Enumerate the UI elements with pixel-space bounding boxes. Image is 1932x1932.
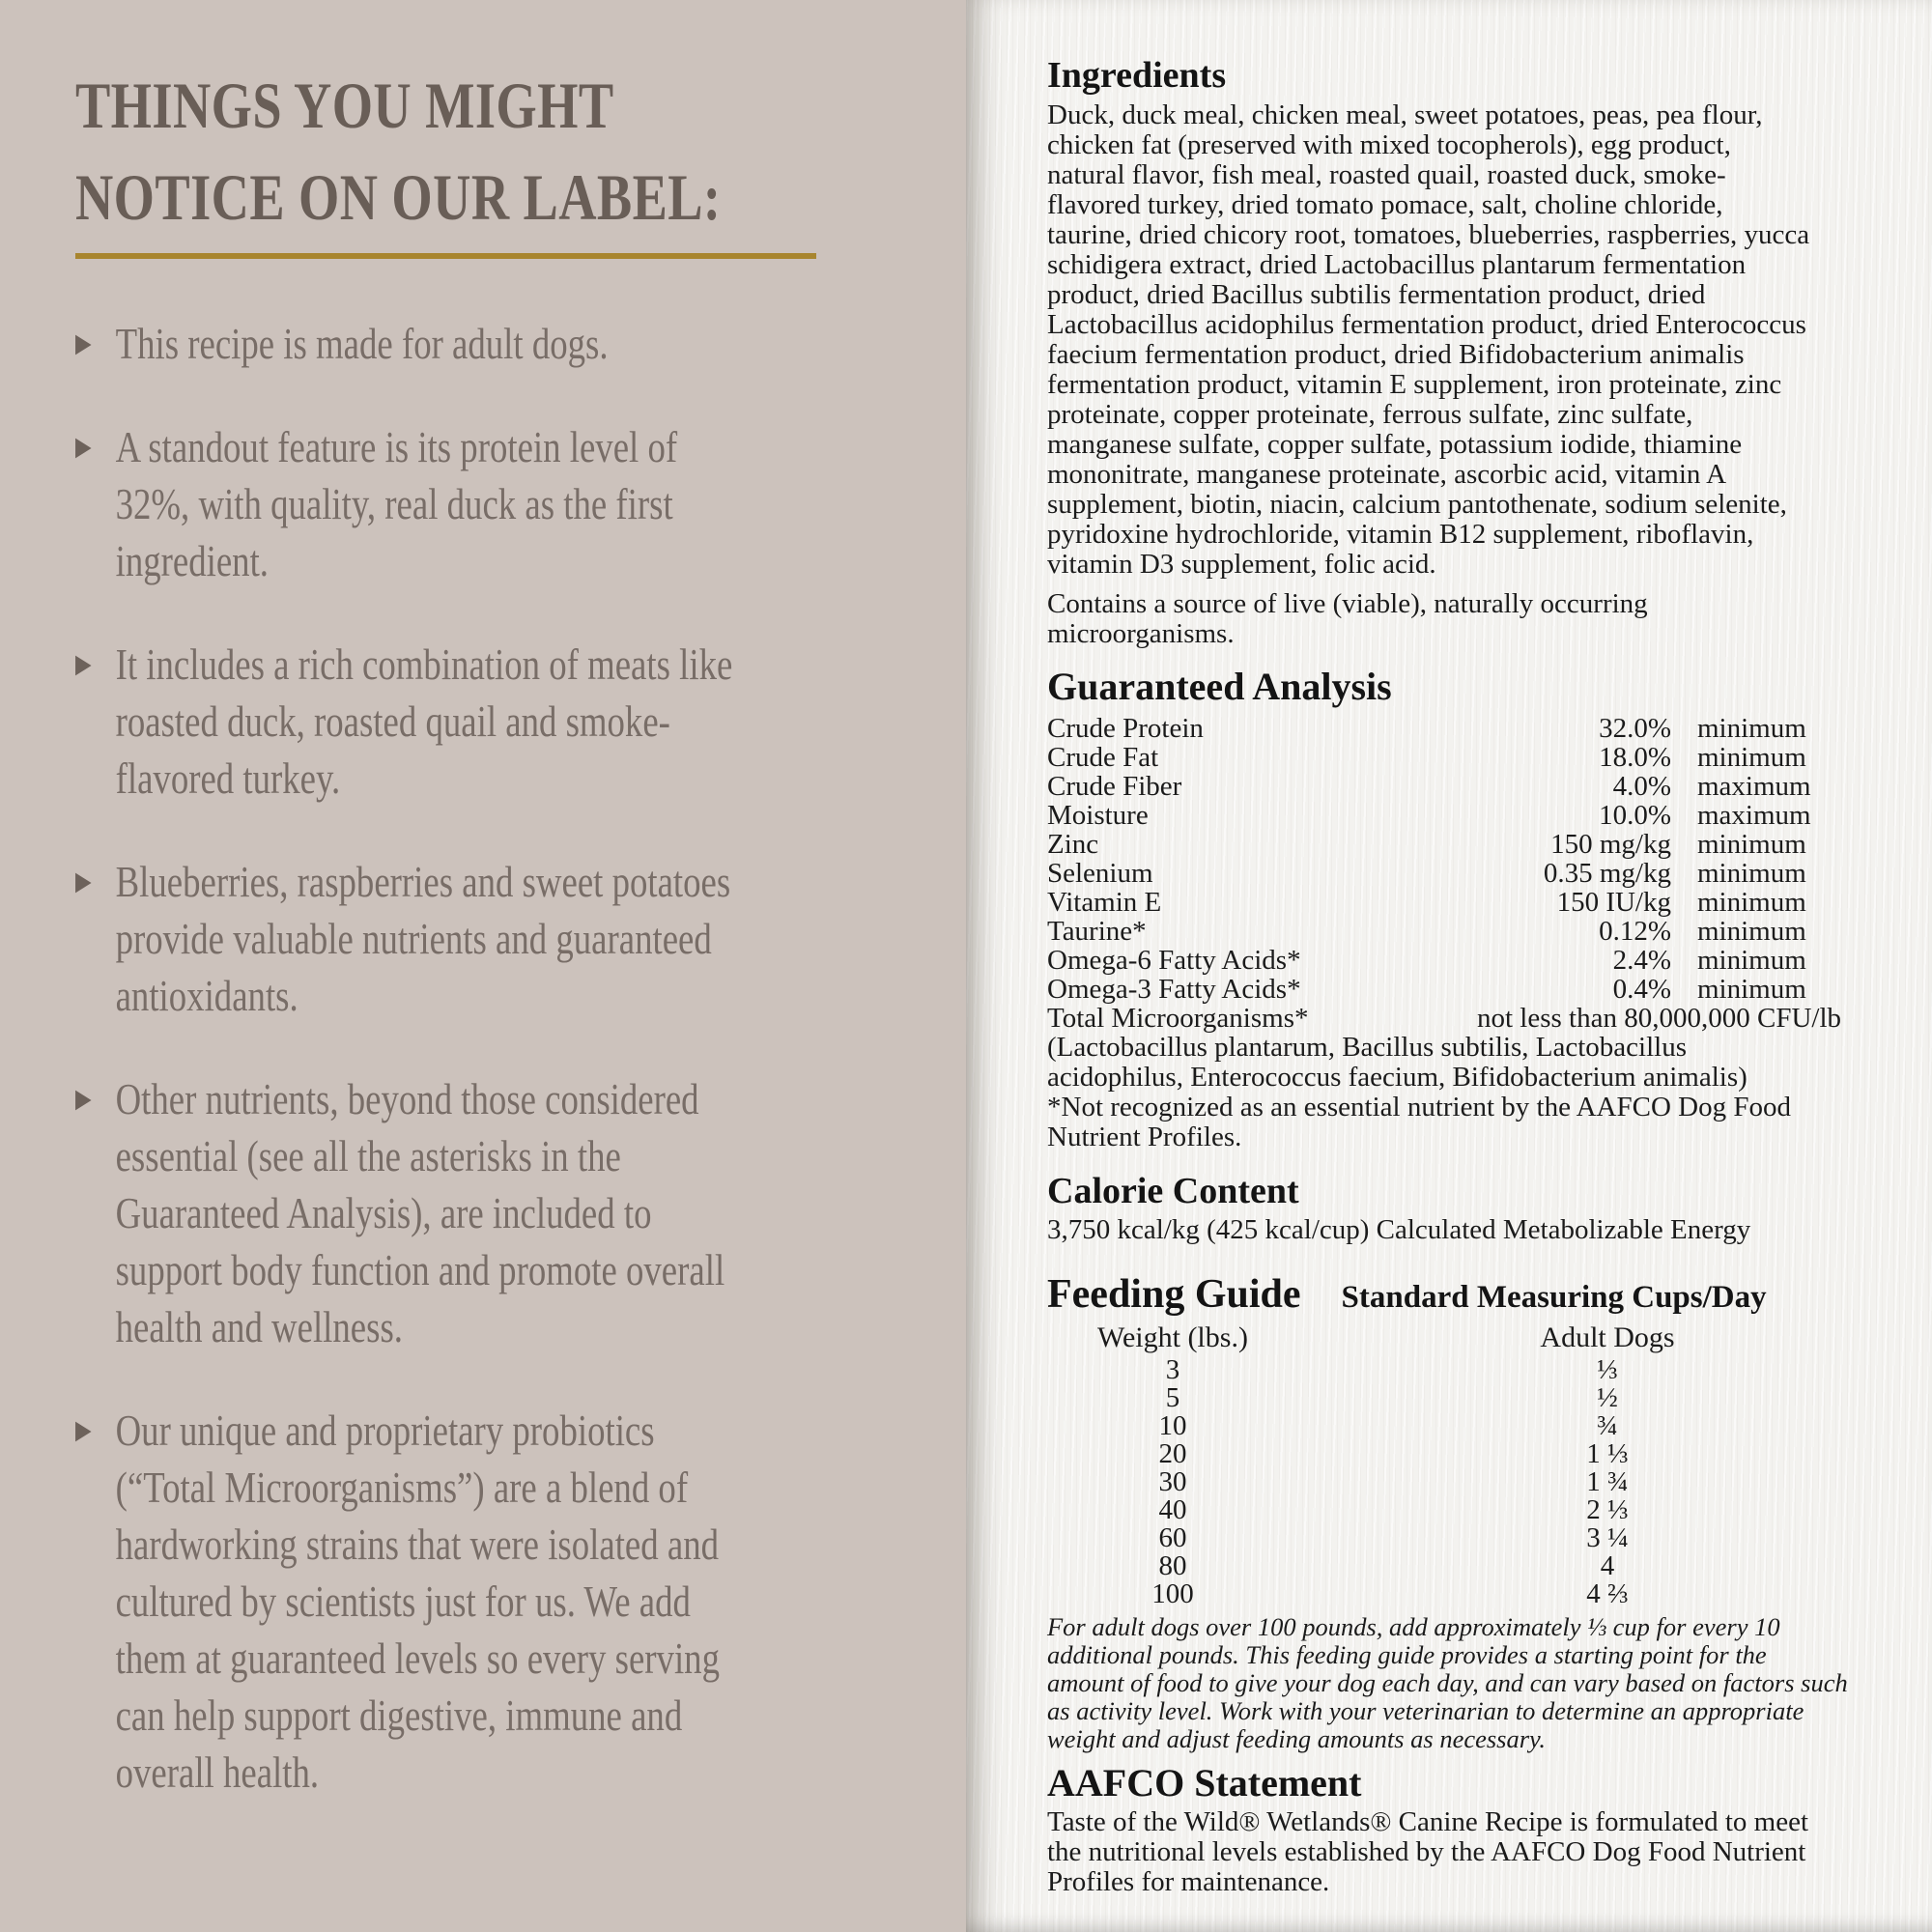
ga-row bbox=[1047, 859, 1820, 888]
bullet-item bbox=[75, 636, 771, 807]
bullet-item bbox=[75, 418, 771, 589]
feeding-cups-value: 2 ⅓ bbox=[1586, 1494, 1629, 1525]
bullet-text: Other nutrients, beyond those considered essential (see all the asterisks in the Guaranteed Analysis), are included to support body function and promote overall health and wellness. bbox=[115, 1074, 725, 1351]
ga-nutrient-qualifier: minimum bbox=[1697, 945, 1806, 976]
ga-row bbox=[1047, 714, 1820, 743]
feeding-cups-value: 3 ¼ bbox=[1586, 1522, 1629, 1553]
ga-nutrient-label: Omega-3 Fatty Acids* bbox=[1047, 974, 1301, 1005]
guaranteed-analysis-heading: Guaranteed Analysis bbox=[1047, 665, 1392, 708]
ga-total-row bbox=[1047, 1004, 1849, 1033]
bullet-text: A standout feature is its protein level of 32%, with quality, real duck as the first ingredient. bbox=[115, 422, 678, 585]
marketing-panel-content bbox=[0, 0, 966, 1801]
triangle-bullet-icon: ▶ bbox=[75, 328, 92, 358]
ga-nutrient-value: 150 mg/kg bbox=[1550, 829, 1671, 860]
ingredients-body: Duck, duck meal, chicken meal, sweet potatoes, peas, pea flour, chicken fat (preserved with mixed tocopherols), egg product, natural flavor, fish meal, roasted quail, roasted duck, smoke-flavored turkey, dried tomato pomace, salt, choline chloride, taurine, dried chicory root, tomatoes, blueberries, raspberries, yucca schidigera extract, dried Lactobacillus plantarum fermentation product, dried Bacillus subtilis fermentation product, dried Lactobacillus acidophilus fermentation product, dried Enterococcus faecium fermentation product, dried Bifidobacterium animalis fermentation product, vitamin E supplement, iron proteinate, zinc proteinate, copper proteinate, ferrous sulfate, zinc sulfate, manganese sulfate, copper sulfate, potassium iodide, thiamine mononitrate, manganese proteinate, ascorbic acid, vitamin A supplement, biotin, niacin, calcium pantothenate, sodium selenite, pyridoxine hydrochloride, vitamin B12 supplement, riboflavin, vitamin D3 supplement, folic acid. bbox=[1047, 99, 1810, 580]
bullet-item bbox=[75, 1402, 771, 1801]
ga-nutrient-qualifier: minimum bbox=[1697, 713, 1806, 744]
feeding-cups-value: 4 bbox=[1600, 1550, 1615, 1581]
bullet-text: This recipe is made for adult dogs. bbox=[115, 319, 609, 368]
bullet-item bbox=[75, 853, 771, 1024]
ga-nutrient-label: Selenium bbox=[1047, 858, 1153, 889]
ga-nutrient-value: 4.0% bbox=[1612, 771, 1671, 802]
feeding-guide-column-headers bbox=[1047, 1322, 1820, 1353]
feeding-guide-row bbox=[1047, 1524, 1820, 1552]
feeding-weight-value: 30 bbox=[1158, 1466, 1187, 1497]
bullet-list bbox=[75, 315, 771, 1801]
ga-nutrient-value: 10.0% bbox=[1599, 800, 1671, 831]
feeding-weight-value: 20 bbox=[1158, 1438, 1187, 1469]
ga-nutrient-qualifier: maximum bbox=[1697, 800, 1811, 831]
ga-nutrient-value: 0.4% bbox=[1612, 974, 1671, 1005]
aafco-statement-heading: AAFCO Statement bbox=[1047, 1761, 1362, 1804]
ga-nutrient-value: 18.0% bbox=[1599, 742, 1671, 773]
gold-divider bbox=[75, 253, 816, 259]
ga-nutrient-label: Omega-6 Fatty Acids* bbox=[1047, 945, 1301, 976]
feeding-guide-row bbox=[1047, 1356, 1820, 1384]
ga-row bbox=[1047, 801, 1820, 830]
feeding-weight-value: 5 bbox=[1165, 1382, 1180, 1413]
bullet-text: It includes a rich combination of meats like roasted duck, roasted quail and smoke-flavored turkey. bbox=[115, 639, 733, 803]
feeding-cups-value: 4 ⅔ bbox=[1586, 1578, 1629, 1609]
feeding-weight-value: 80 bbox=[1158, 1550, 1187, 1581]
ga-row bbox=[1047, 772, 1820, 801]
triangle-bullet-icon: ▶ bbox=[75, 1415, 92, 1445]
ga-row bbox=[1047, 917, 1820, 946]
live-microorganisms-note: Contains a source of live (viable), naturally occurring microorganisms. bbox=[1047, 588, 1648, 649]
panel-heading bbox=[75, 60, 817, 243]
ga-nutrient-label: Taurine* bbox=[1047, 916, 1147, 947]
feeding-weight-value: 60 bbox=[1158, 1522, 1187, 1553]
ga-nutrient-label: Crude Protein bbox=[1047, 713, 1204, 744]
guaranteed-analysis-table bbox=[1047, 714, 1820, 1004]
ga-nutrient-value: 2.4% bbox=[1612, 945, 1671, 976]
feeding-guide-rows bbox=[1047, 1356, 1820, 1608]
calorie-content-heading: Calorie Content bbox=[1047, 1171, 1299, 1211]
ga-row bbox=[1047, 975, 1820, 1004]
bullet-item bbox=[75, 315, 771, 372]
ga-nutrient-qualifier: minimum bbox=[1697, 742, 1806, 773]
ga-total-label: Total Microorganisms* bbox=[1047, 1003, 1309, 1034]
ga-asterisk-note: *Not recognized as an essential nutrient by the AAFCO Dog Food Nutrient Profiles. bbox=[1047, 1092, 1791, 1152]
aafco-statement-body: Taste of the Wild® Wetlands® Canine Recipe is formulated to meet the nutritional levels established by the AAFCO Dog Food Nutrient Profiles for maintenance. bbox=[1047, 1806, 1809, 1897]
ga-row bbox=[1047, 888, 1820, 917]
feeding-cups-value: 1 ⅓ bbox=[1586, 1438, 1629, 1469]
ga-nutrient-qualifier: minimum bbox=[1697, 829, 1806, 860]
feeding-guide-row bbox=[1047, 1552, 1820, 1580]
ga-nutrient-qualifier: minimum bbox=[1697, 858, 1806, 889]
triangle-bullet-icon: ▶ bbox=[75, 649, 92, 679]
feeding-cups-value: ⅓ bbox=[1597, 1354, 1618, 1385]
ga-nutrient-qualifier: minimum bbox=[1697, 974, 1806, 1005]
ga-nutrient-label: Crude Fiber bbox=[1047, 771, 1182, 802]
ga-nutrient-value: 150 IU/kg bbox=[1556, 887, 1671, 918]
ga-nutrient-label: Moisture bbox=[1047, 800, 1149, 831]
ga-nutrient-label: Crude Fat bbox=[1047, 742, 1159, 773]
panel-heading-line1: THINGS YOU MIGHT bbox=[75, 69, 614, 142]
ga-nutrient-value: 0.12% bbox=[1599, 916, 1671, 947]
feeding-weight-value: 10 bbox=[1158, 1410, 1187, 1441]
ga-nutrient-qualifier: minimum bbox=[1697, 916, 1806, 947]
feeding-guide-row bbox=[1047, 1580, 1820, 1608]
triangle-bullet-icon: ▶ bbox=[75, 867, 92, 896]
feeding-weight-value: 100 bbox=[1151, 1578, 1194, 1609]
bullet-item bbox=[75, 1070, 771, 1355]
ga-species-note: (Lactobacillus plantarum, Bacillus subtilis, Lactobacillus acidophilus, Enterococcus faecium, Bifidobacterium animalis) bbox=[1047, 1032, 1747, 1093]
feeding-guide-header bbox=[1047, 1272, 1849, 1317]
ga-row bbox=[1047, 830, 1820, 859]
weight-column-header: Weight (lbs.) bbox=[1097, 1321, 1248, 1353]
ga-nutrient-qualifier: maximum bbox=[1697, 771, 1811, 802]
ga-nutrient-label: Zinc bbox=[1047, 829, 1099, 860]
bullet-block bbox=[75, 315, 788, 1801]
feeding-cups-value: ½ bbox=[1597, 1382, 1618, 1413]
bullet-text: Our unique and proprietary probiotics (“Total Microorganisms”) are a blend of hardworking strains that were isolated and cultured by scientists just for us. We add them at guaranteed levels so every serving can help support digestive, immune and overall health. bbox=[115, 1406, 720, 1797]
nutrition-panel-content bbox=[966, 0, 1849, 1897]
feeding-guide-row bbox=[1047, 1412, 1820, 1440]
ingredients-heading: Ingredients bbox=[1047, 55, 1227, 96]
cups-column-header: Adult Dogs bbox=[1540, 1321, 1675, 1353]
feeding-cups-value: ¾ bbox=[1597, 1410, 1618, 1441]
ga-row bbox=[1047, 743, 1820, 772]
feeding-weight-value: 3 bbox=[1165, 1354, 1180, 1385]
ga-nutrient-label: Vitamin E bbox=[1047, 887, 1162, 918]
ga-nutrient-value: 0.35 mg/kg bbox=[1543, 858, 1671, 889]
ga-row bbox=[1047, 946, 1820, 975]
heading-block bbox=[75, 60, 788, 243]
ga-nutrient-value: 32.0% bbox=[1599, 713, 1671, 744]
nutrition-panel bbox=[966, 0, 1932, 1932]
feeding-guide-row bbox=[1047, 1440, 1820, 1468]
feeding-guide-row bbox=[1047, 1468, 1820, 1496]
triangle-bullet-icon: ▶ bbox=[75, 1084, 92, 1114]
ga-total-value: not less than 80,000,000 CFU/lb bbox=[1476, 1003, 1841, 1034]
calorie-content-body: 3,750 kcal/kg (425 kcal/cup) Calculated Metabolizable Energy bbox=[1047, 1214, 1751, 1245]
feeding-guide-table bbox=[1047, 1322, 1820, 1608]
ga-nutrient-qualifier: minimum bbox=[1697, 887, 1806, 918]
feeding-guide-row bbox=[1047, 1384, 1820, 1412]
feeding-guide-subheading: Standard Measuring Cups/Day bbox=[1341, 1280, 1767, 1315]
feeding-guide-footnote: For adult dogs over 100 pounds, add approximately ⅓ cup for every 10 additional pounds. This feeding guide provides a starting point for the amount of food to give your dog each day, and can vary based on factors such as activity level. Work with your veterinarian to determine an appropriate weight and adjust feeding amounts as necessary. bbox=[1047, 1612, 1848, 1753]
triangle-bullet-icon: ▶ bbox=[75, 432, 92, 462]
feeding-cups-value: 1 ¾ bbox=[1586, 1466, 1629, 1497]
panel-heading-line2: NOTICE ON OUR LABEL: bbox=[75, 160, 722, 234]
feeding-guide-heading: Feeding Guide bbox=[1047, 1272, 1301, 1317]
feeding-guide-row bbox=[1047, 1496, 1820, 1524]
bullet-text: Blueberries, raspberries and sweet potatoes provide valuable nutrients and guaranteed antioxidants. bbox=[115, 857, 731, 1020]
feeding-weight-value: 40 bbox=[1158, 1494, 1187, 1525]
